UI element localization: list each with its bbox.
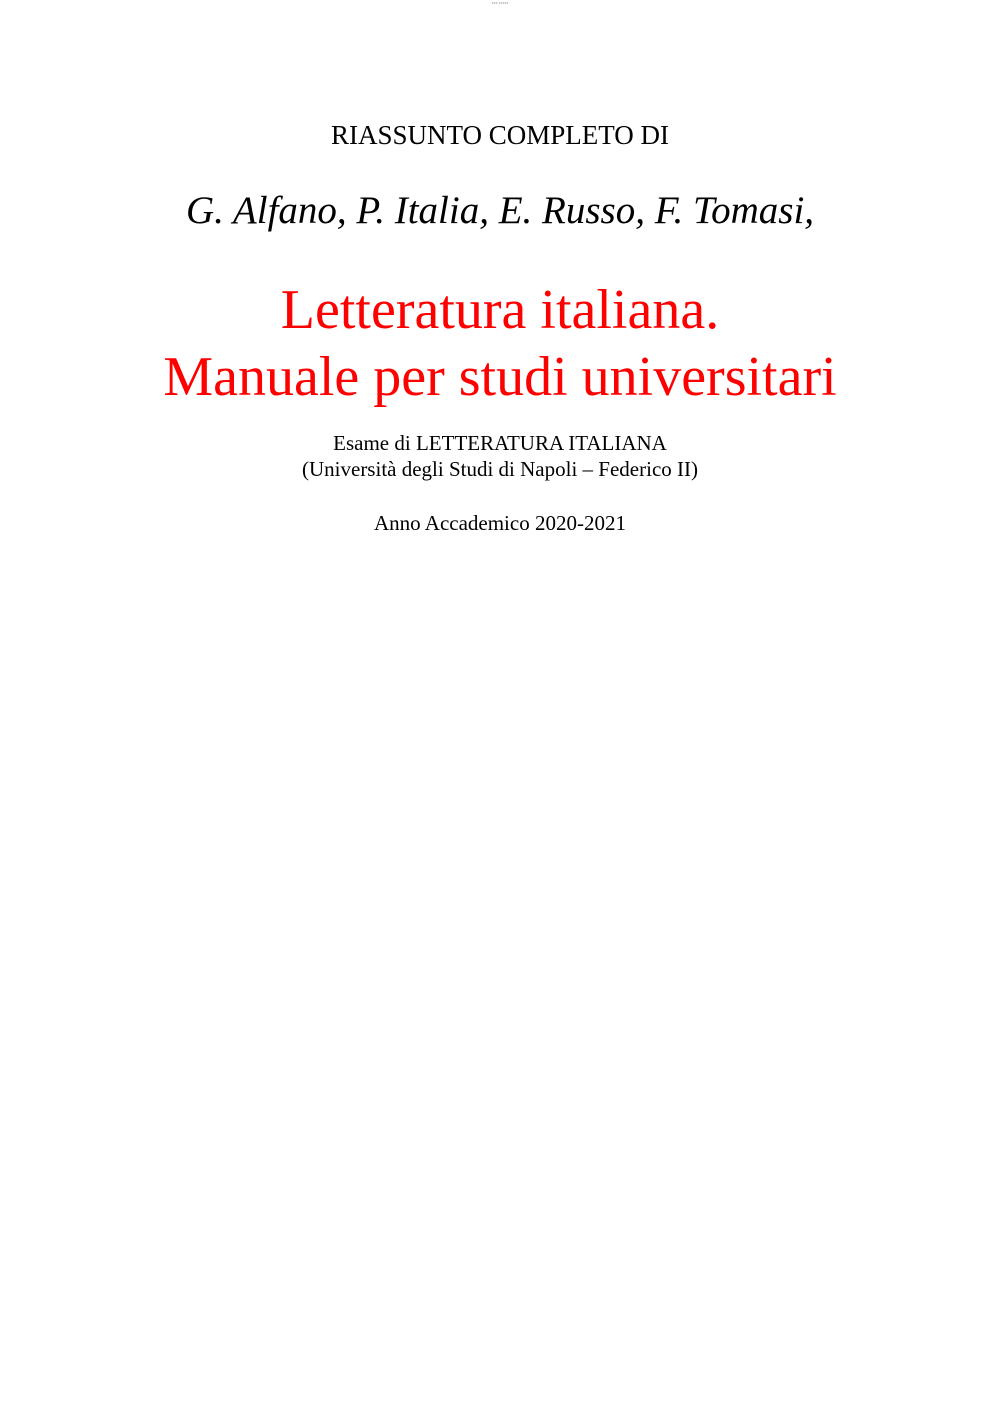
exam-name: Esame di LETTERATURA ITALIANA (333, 431, 667, 455)
university-name: (Università degli Studi di Napoli – Federico II) (302, 457, 698, 481)
summary-label: RIASSUNTO COMPLETO DI (330, 120, 670, 150)
page-header-mark: xxx xxxxx (491, 0, 509, 5)
book-title-line-1: Letteratura italiana. (280, 279, 720, 341)
book-title-line-2: Manuale per studi universitari (163, 346, 837, 408)
academic-year: Anno Accademico 2020-2021 (374, 511, 626, 535)
authors: G. Alfano, P. Italia, E. Russo, F. Tomasi, (185, 189, 815, 232)
